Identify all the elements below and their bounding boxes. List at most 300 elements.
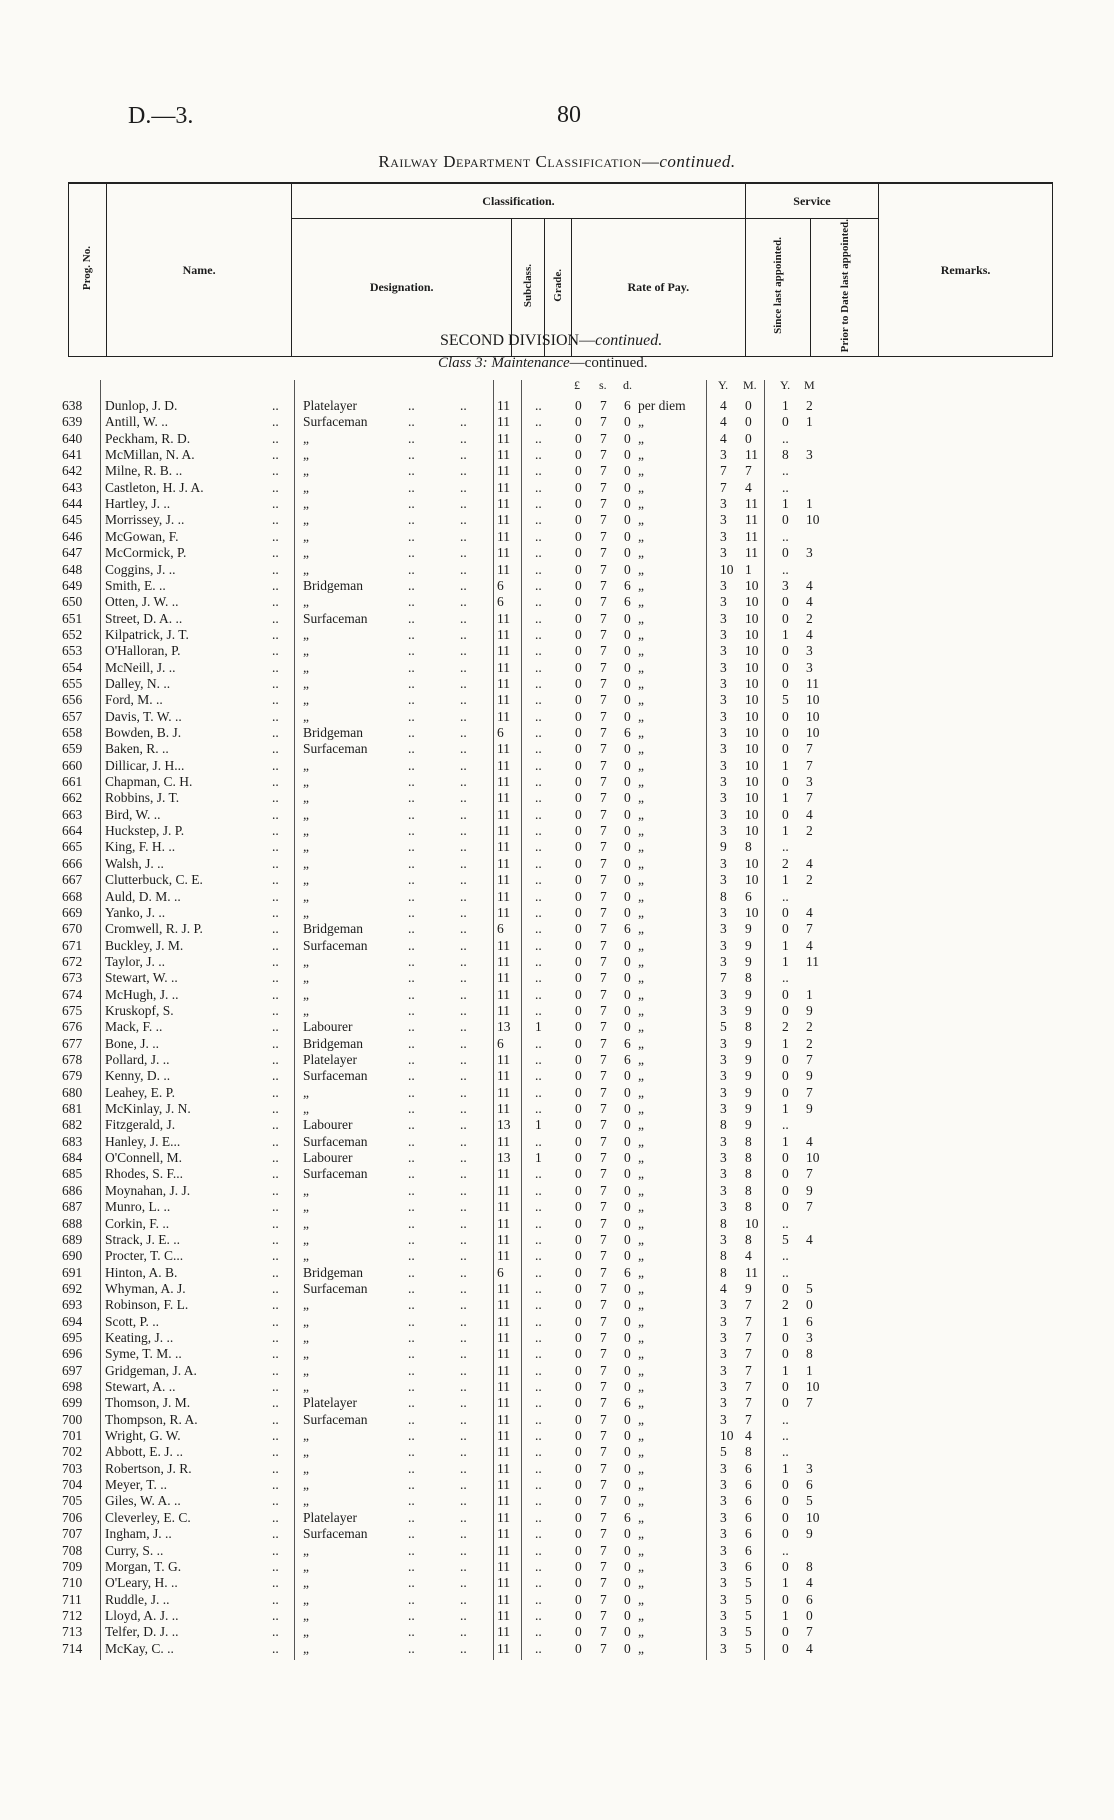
- cell-prior-years: 2: [782, 1019, 789, 1035]
- cell-pay-period: „: [638, 496, 644, 512]
- cell-prog-no: 670: [62, 921, 83, 937]
- cell-prior-years: 0: [782, 774, 789, 790]
- cell-prior-years: 0: [782, 708, 789, 724]
- cell-pay-pence: 6: [624, 1052, 631, 1067]
- table-row: [0, 970, 1114, 986]
- cell-pay-pence: 0: [624, 561, 631, 577]
- cell-designation: „: [303, 790, 309, 806]
- cell-since-years: 3: [720, 921, 727, 937]
- table-row: [0, 594, 1114, 610]
- cell-pay-period: „: [638, 692, 644, 708]
- cell-prog-no: 685: [62, 1166, 83, 1182]
- cell-grade: ..: [535, 1558, 542, 1574]
- cell-name: Buckley, J. M.: [105, 937, 184, 953]
- leader-dots: ..: [272, 888, 279, 904]
- cell-pay-period: „: [638, 1640, 644, 1656]
- cell-subclass: 11: [497, 708, 510, 724]
- leader-dots: ..: [460, 937, 467, 953]
- cell-prog-no: 692: [62, 1280, 83, 1296]
- cell-pay-pence: 0: [624, 1558, 631, 1574]
- cell-prior-months: 4: [806, 904, 813, 920]
- cell-subclass: 11: [497, 1002, 510, 1018]
- leader-dots: ..: [408, 1084, 415, 1100]
- leader-dots: ..: [408, 1624, 415, 1640]
- cell-pay-pence: 0: [624, 1640, 631, 1656]
- leader-dots: ..: [460, 1101, 467, 1117]
- cell-grade: ..: [535, 1411, 542, 1427]
- cell-pay-pence: 6: [624, 921, 631, 937]
- cell-prior-years: ..: [782, 1215, 789, 1231]
- leader-dots: ..: [408, 398, 415, 413]
- table-row: [0, 1232, 1114, 1248]
- cell-pay-period: „: [638, 1264, 644, 1280]
- cell-pay-pence: 0: [624, 512, 631, 528]
- cell-grade: ..: [535, 1346, 542, 1362]
- cell-designation: „: [303, 708, 309, 724]
- leader-dots: ..: [408, 1313, 415, 1329]
- cell-subclass: 6: [497, 725, 504, 740]
- cell-pay-period: „: [638, 1493, 644, 1509]
- cell-pay-pounds: 0: [575, 823, 582, 839]
- leader-dots: ..: [460, 643, 467, 659]
- cell-pay-pounds: 0: [575, 1101, 582, 1117]
- cell-since-months: 8: [745, 1150, 752, 1166]
- cell-subclass: 11: [497, 512, 510, 528]
- cell-pay-pounds: 0: [575, 1624, 582, 1640]
- cell-since-years: 3: [720, 1035, 727, 1051]
- cell-designation: „: [303, 888, 309, 904]
- cell-prior-months: 9: [806, 1068, 813, 1084]
- table-row: [0, 1493, 1114, 1509]
- cell-pay-period: „: [638, 447, 644, 463]
- leader-dots: ..: [408, 626, 415, 642]
- cell-subclass: 13: [497, 1150, 511, 1166]
- cell-pay-pence: 0: [624, 1526, 631, 1542]
- cell-pay-shillings: 7: [600, 1133, 607, 1149]
- cell-since-years: 3: [720, 1133, 727, 1149]
- cell-pay-shillings: 7: [600, 1019, 607, 1035]
- cell-name: Hanley, J. E...: [105, 1133, 181, 1149]
- cell-pay-shillings: 7: [600, 659, 607, 675]
- cell-pay-pence: 0: [624, 1477, 631, 1493]
- page-ref: D.—3.: [128, 103, 194, 129]
- cell-since-months: 10: [745, 872, 759, 888]
- cell-pay-pence: 0: [624, 675, 631, 691]
- cell-prog-no: 658: [62, 725, 83, 740]
- cell-subclass: 11: [497, 1607, 510, 1623]
- cell-prior-years: 0: [782, 1395, 789, 1411]
- cell-pay-pence: 6: [624, 725, 631, 740]
- leader-dots: ..: [272, 528, 279, 544]
- cell-pay-shillings: 7: [600, 904, 607, 920]
- leader-dots: ..: [272, 1182, 279, 1198]
- cell-prior-months: 10: [806, 512, 820, 528]
- cell-designation: „: [303, 986, 309, 1002]
- cell-prior-years: 1: [782, 626, 789, 642]
- cell-pay-pounds: 0: [575, 1379, 582, 1394]
- leader-dots: ..: [408, 643, 415, 659]
- leader-dots: ..: [460, 1166, 467, 1182]
- cell-pay-shillings: 7: [600, 1084, 607, 1100]
- cell-grade: ..: [535, 774, 542, 790]
- cell-grade: ..: [535, 1493, 542, 1509]
- leader-dots: ..: [460, 741, 467, 757]
- cell-since-years: 3: [720, 643, 727, 659]
- cell-prior-years: 1: [782, 757, 789, 773]
- cell-name: Robertson, J. R.: [105, 1460, 192, 1476]
- cell-grade: ..: [535, 1575, 542, 1591]
- table-row: [0, 1510, 1114, 1526]
- cell-name: O'Leary, H. ..: [105, 1575, 178, 1591]
- cell-since-years: 3: [720, 1346, 727, 1362]
- leader-dots: ..: [460, 545, 467, 561]
- cell-prior-months: 4: [806, 937, 813, 953]
- leader-dots: ..: [408, 855, 415, 871]
- leader-dots: ..: [272, 1166, 279, 1182]
- cell-since-months: 6: [745, 1477, 752, 1493]
- cell-pay-period: „: [638, 774, 644, 790]
- cell-pay-pence: 0: [624, 904, 631, 920]
- leader-dots: ..: [272, 1591, 279, 1607]
- cell-designation: „: [303, 757, 309, 773]
- cell-pay-pence: 0: [624, 823, 631, 839]
- table-row: [0, 1134, 1114, 1150]
- cell-pay-shillings: 7: [600, 1182, 607, 1198]
- leader-dots: ..: [408, 1280, 415, 1296]
- cell-name: Leahey, E. P.: [105, 1084, 175, 1100]
- cell-since-years: 3: [720, 545, 727, 561]
- cell-since-months: 5: [745, 1624, 752, 1640]
- leader-dots: ..: [408, 1477, 415, 1493]
- cell-designation: „: [303, 643, 309, 659]
- leader-dots: ..: [460, 447, 467, 463]
- cell-prog-no: 644: [62, 496, 83, 512]
- cell-pay-pounds: 0: [575, 1150, 582, 1166]
- cell-prog-no: 661: [62, 774, 83, 790]
- cell-prior-years: 0: [782, 1379, 789, 1394]
- header-prog-no: Prog. No.: [69, 183, 107, 357]
- leader-dots: ..: [460, 1493, 467, 1509]
- cell-pay-shillings: 7: [600, 1264, 607, 1280]
- leader-dots: ..: [460, 806, 467, 822]
- leader-dots: ..: [408, 414, 415, 430]
- cell-pay-period: „: [638, 790, 644, 806]
- cell-name: Ruddle, J. ..: [105, 1591, 170, 1607]
- cell-grade: ..: [535, 790, 542, 806]
- cell-pay-pence: 0: [624, 414, 631, 430]
- cell-prog-no: 664: [62, 823, 83, 839]
- cell-prog-no: 690: [62, 1248, 83, 1264]
- cell-prog-no: 677: [62, 1035, 83, 1051]
- cell-pay-pounds: 0: [575, 806, 582, 822]
- cell-subclass: 11: [497, 741, 510, 757]
- cell-prior-years: 1: [782, 1460, 789, 1476]
- cell-pay-pence: 0: [624, 1068, 631, 1084]
- cell-since-years: 3: [720, 1591, 727, 1607]
- cell-pay-pounds: 0: [575, 708, 582, 724]
- table-row: [0, 627, 1114, 643]
- cell-grade: ..: [535, 1428, 542, 1444]
- cell-grade: ..: [535, 1248, 542, 1264]
- cell-pay-period: „: [638, 806, 644, 822]
- cell-name: Scott, P. ..: [105, 1313, 160, 1329]
- cell-grade: 1: [535, 1117, 542, 1133]
- cell-pay-shillings: 7: [600, 806, 607, 822]
- cell-prog-no: 646: [62, 528, 83, 544]
- cell-pay-pounds: 0: [575, 594, 582, 610]
- leader-dots: ..: [460, 921, 467, 937]
- cell-grade: ..: [535, 1379, 542, 1394]
- cell-since-years: 7: [720, 970, 727, 986]
- cell-grade: ..: [535, 1542, 542, 1558]
- leader-dots: ..: [460, 790, 467, 806]
- cell-prior-months: 6: [806, 1591, 813, 1607]
- leader-dots: ..: [272, 872, 279, 888]
- leader-dots: ..: [408, 463, 415, 479]
- cell-prog-no: 654: [62, 659, 83, 675]
- cell-since-years: 3: [720, 855, 727, 871]
- cell-pay-period: „: [638, 855, 644, 871]
- cell-prior-months: 1: [806, 414, 813, 430]
- leader-dots: ..: [460, 496, 467, 512]
- leader-dots: ..: [272, 790, 279, 806]
- cell-prog-no: 706: [62, 1509, 83, 1525]
- cell-prog-no: 689: [62, 1231, 83, 1247]
- cell-subclass: 11: [497, 447, 510, 463]
- cell-since-months: 10: [745, 855, 759, 871]
- cell-grade: ..: [535, 430, 542, 446]
- cell-pay-shillings: 7: [600, 1346, 607, 1362]
- cell-pay-pounds: 0: [575, 741, 582, 757]
- cell-prior-months: 4: [806, 806, 813, 822]
- leader-dots: ..: [408, 1248, 415, 1264]
- cell-prior-years: 0: [782, 1280, 789, 1296]
- cell-since-months: 10: [745, 806, 759, 822]
- cell-prog-no: 650: [62, 594, 83, 610]
- leader-dots: ..: [272, 643, 279, 659]
- cell-pay-shillings: 7: [600, 1280, 607, 1296]
- leader-dots: ..: [460, 577, 467, 593]
- cell-subclass: 11: [497, 1624, 510, 1640]
- cell-subclass: 11: [497, 1248, 510, 1264]
- cell-name: Procter, T. C...: [105, 1248, 184, 1264]
- cell-grade: ..: [535, 1640, 542, 1656]
- leader-dots: ..: [272, 1379, 279, 1394]
- leader-dots: ..: [460, 1313, 467, 1329]
- class-suffix: —continued.: [569, 355, 648, 371]
- cell-since-years: 3: [720, 1607, 727, 1623]
- cell-prior-years: ..: [782, 839, 789, 855]
- cell-prog-no: 642: [62, 463, 83, 479]
- cell-since-months: 10: [745, 774, 759, 790]
- cell-since-months: 7: [745, 1362, 752, 1378]
- cell-since-months: 11: [745, 447, 758, 463]
- cell-name: Stewart, W. ..: [105, 970, 178, 986]
- leader-dots: ..: [272, 545, 279, 561]
- title-main: Railway Department Classification—: [378, 152, 660, 171]
- cell-prog-no: 680: [62, 1084, 83, 1100]
- cell-pay-period: „: [638, 1035, 644, 1051]
- cell-pay-period: „: [638, 594, 644, 610]
- cell-subclass: 11: [497, 1166, 510, 1182]
- cell-since-months: 1: [745, 561, 752, 577]
- cell-pay-pounds: 0: [575, 447, 582, 463]
- cell-pay-shillings: 7: [600, 872, 607, 888]
- cell-since-months: 8: [745, 970, 752, 986]
- cell-prog-no: 700: [62, 1411, 83, 1427]
- cell-prog-no: 705: [62, 1493, 83, 1509]
- cell-pay-period: „: [638, 1280, 644, 1296]
- cell-pay-pounds: 0: [575, 1215, 582, 1231]
- cell-designation: Surfaceman: [303, 1411, 368, 1427]
- table-row: [0, 1166, 1114, 1182]
- cell-prior-months: 7: [806, 757, 813, 773]
- cell-pay-pence: 0: [624, 741, 631, 757]
- cell-designation: „: [303, 1428, 309, 1444]
- cell-name: Corkin, F. ..: [105, 1215, 170, 1231]
- cell-prior-months: 10: [806, 1150, 820, 1166]
- cell-pay-pounds: 0: [575, 1329, 582, 1345]
- cell-subclass: 6: [497, 1264, 504, 1280]
- division-title: [440, 332, 662, 350]
- leader-dots: ..: [460, 1509, 467, 1525]
- cell-pay-pence: 0: [624, 659, 631, 675]
- cell-name: McKay, C. ..: [105, 1640, 174, 1656]
- table-row: [0, 545, 1114, 561]
- cell-grade: 1: [535, 1019, 542, 1035]
- cell-name: Telfer, D. J. ..: [105, 1624, 179, 1640]
- cell-pay-pounds: 0: [575, 1493, 582, 1509]
- cell-prior-years: 0: [782, 1068, 789, 1084]
- cell-pay-period: „: [638, 561, 644, 577]
- cell-designation: „: [303, 1248, 309, 1264]
- cell-pay-shillings: 7: [600, 496, 607, 512]
- cell-pay-pence: 0: [624, 1248, 631, 1264]
- cell-subclass: 11: [497, 839, 510, 855]
- cell-prior-months: 2: [806, 1019, 813, 1035]
- cell-prior-years: 1: [782, 496, 789, 512]
- cell-subclass: 11: [497, 806, 510, 822]
- cell-pay-period: „: [638, 528, 644, 544]
- cell-pay-pounds: 0: [575, 953, 582, 969]
- cell-subclass: 6: [497, 577, 504, 593]
- leader-dots: ..: [460, 757, 467, 773]
- cell-prior-months: 10: [806, 1379, 820, 1394]
- leader-dots: ..: [460, 1297, 467, 1313]
- cell-since-years: 3: [720, 626, 727, 642]
- cell-since-years: 3: [720, 904, 727, 920]
- cell-pay-pence: 0: [624, 1002, 631, 1018]
- cell-prior-years: 1: [782, 1313, 789, 1329]
- cell-since-months: 7: [745, 1346, 752, 1362]
- cell-prior-years: 1: [782, 398, 789, 413]
- leader-dots: ..: [460, 872, 467, 888]
- cell-since-months: 8: [745, 1182, 752, 1198]
- leader-dots: ..: [460, 1068, 467, 1084]
- leader-dots: ..: [460, 823, 467, 839]
- leader-dots: ..: [460, 479, 467, 495]
- cell-name: Morrissey, J. ..: [105, 512, 185, 528]
- cell-pay-pence: 0: [624, 1133, 631, 1149]
- cell-pay-pounds: 0: [575, 1428, 582, 1444]
- leader-dots: ..: [408, 1428, 415, 1444]
- cell-pay-period: „: [638, 1248, 644, 1264]
- cell-pay-pounds: 0: [575, 1084, 582, 1100]
- cell-pay-pounds: 0: [575, 921, 582, 937]
- leader-dots: ..: [272, 986, 279, 1002]
- header-designation: Designation.: [292, 219, 512, 357]
- leader-dots: ..: [460, 1329, 467, 1345]
- cell-since-months: 9: [745, 1280, 752, 1296]
- cell-pay-period: „: [638, 1166, 644, 1182]
- cell-since-months: 8: [745, 1199, 752, 1215]
- cell-pay-pounds: 0: [575, 1607, 582, 1623]
- leader-dots: ..: [272, 1133, 279, 1149]
- cell-pay-pence: 0: [624, 1591, 631, 1607]
- cell-since-months: 8: [745, 1166, 752, 1182]
- leader-dots: ..: [408, 1035, 415, 1051]
- cell-pay-shillings: 7: [600, 1052, 607, 1067]
- cell-name: Kilpatrick, J. T.: [105, 626, 189, 642]
- cell-pay-period: „: [638, 1133, 644, 1149]
- cell-name: Peckham, R. D.: [105, 430, 191, 446]
- cell-grade: ..: [535, 610, 542, 626]
- table-row: [0, 1477, 1114, 1493]
- cell-subclass: 11: [497, 1411, 510, 1427]
- cell-prior-years: 1: [782, 790, 789, 806]
- cell-subclass: 11: [497, 545, 510, 561]
- leader-dots: ..: [460, 463, 467, 479]
- leader-dots: ..: [408, 1460, 415, 1476]
- table-row: [0, 692, 1114, 708]
- header-rate-of-pay: Rate of Pay.: [571, 219, 745, 357]
- cell-prior-months: 2: [806, 872, 813, 888]
- cell-subclass: 11: [497, 1084, 510, 1100]
- cell-since-years: 3: [720, 1526, 727, 1542]
- cell-prior-years: ..: [782, 1264, 789, 1280]
- cell-prior-months: 4: [806, 1133, 813, 1149]
- cell-prior-months: 4: [806, 1640, 813, 1656]
- cell-subclass: 11: [497, 1101, 510, 1117]
- cell-grade: ..: [535, 1297, 542, 1313]
- leader-dots: ..: [408, 1558, 415, 1574]
- cell-prior-years: ..: [782, 1542, 789, 1558]
- leader-dots: ..: [272, 1248, 279, 1264]
- table-row: [0, 856, 1114, 872]
- leader-dots: ..: [408, 1526, 415, 1542]
- leader-dots: ..: [460, 1575, 467, 1591]
- table-row: [0, 398, 1114, 414]
- cell-pay-pounds: 0: [575, 1068, 582, 1084]
- cell-prog-no: 709: [62, 1558, 83, 1574]
- cell-pay-pounds: 0: [575, 1575, 582, 1591]
- cell-pay-shillings: 7: [600, 823, 607, 839]
- cell-since-months: 5: [745, 1640, 752, 1656]
- cell-prior-months: 4: [806, 1231, 813, 1247]
- cell-grade: ..: [535, 904, 542, 920]
- cell-pay-pence: 0: [624, 1297, 631, 1313]
- cell-designation: „: [303, 1084, 309, 1100]
- cell-prior-years: 0: [782, 1526, 789, 1542]
- cell-designation: Platelayer: [303, 1509, 357, 1525]
- cell-pay-pounds: 0: [575, 1280, 582, 1296]
- leader-dots: ..: [408, 659, 415, 675]
- leader-dots: ..: [272, 1395, 279, 1411]
- col-pounds: £: [574, 378, 580, 392]
- cell-subclass: 11: [497, 1591, 510, 1607]
- leader-dots: ..: [408, 675, 415, 691]
- cell-since-months: 10: [745, 675, 759, 691]
